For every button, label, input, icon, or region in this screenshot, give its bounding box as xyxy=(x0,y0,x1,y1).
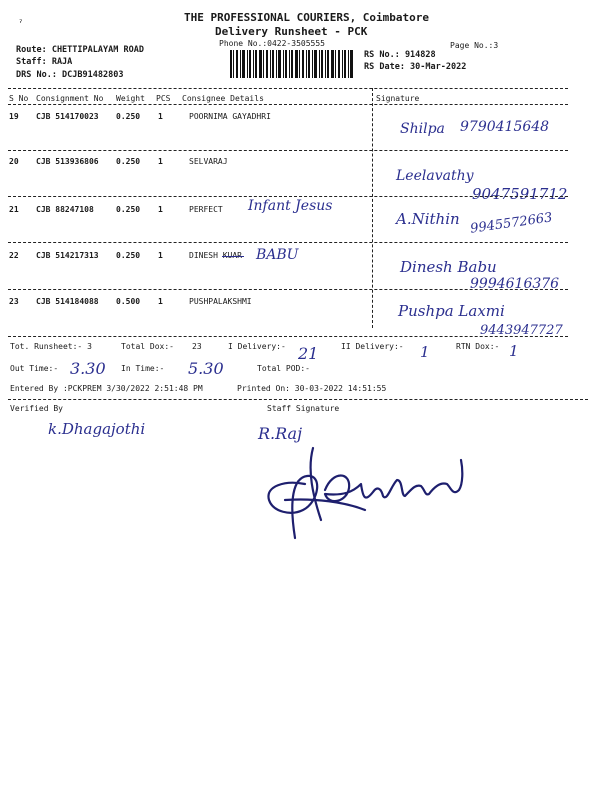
handwritten-phone: 9945572663 xyxy=(469,210,554,237)
column-header-pcs: PCS xyxy=(156,94,171,103)
handwritten-note: Infant Jesus xyxy=(248,198,333,214)
column-header-signature: Signature xyxy=(376,94,420,103)
cell-sno: 23 xyxy=(9,297,19,306)
total-dox-label: Total Dox:- xyxy=(121,342,174,351)
staff-signature-label: Staff Signature xyxy=(267,404,340,413)
verified-by-label: Verified By xyxy=(10,404,63,413)
handwritten-phone: 9790415648 xyxy=(460,119,550,135)
staff: Staff: RAJA xyxy=(16,57,73,67)
entered-by: Entered By :PCKPREM 3/30/2022 2:51:48 PM xyxy=(10,384,203,393)
rtn-dox-value: 1 xyxy=(509,342,519,360)
cell-pcs: 1 xyxy=(158,297,163,306)
cell-weight: 0.250 xyxy=(116,251,141,260)
rs-number: RS No.: 914828 xyxy=(364,50,436,60)
large-signature-scribble xyxy=(255,440,475,550)
verified-by-signature: k.Dhagajothi xyxy=(48,420,146,438)
ii-delivery-value: 1 xyxy=(420,343,430,361)
strike-through xyxy=(222,256,244,257)
handwritten-phone: 9994616376 xyxy=(470,276,560,292)
row-separator xyxy=(8,150,568,151)
column-header-sno: S No xyxy=(9,94,29,103)
cell-pcs: 1 xyxy=(158,157,163,166)
cell-sno: 20 xyxy=(9,157,19,166)
cell-consignee: PERFECT xyxy=(189,205,223,214)
cell-pcs: 1 xyxy=(158,205,163,214)
table-top-rule xyxy=(8,88,568,89)
handwritten-phone: 9047591712 xyxy=(472,185,568,203)
handwritten-signature: Shilpa xyxy=(400,121,445,137)
handwritten-signature: Pushpa Laxmi xyxy=(398,302,505,320)
i-delivery-value: 21 xyxy=(298,344,319,363)
in-time-label: In Time:- xyxy=(121,364,165,373)
cell-consignee: POORNIMA GAYADHRI xyxy=(189,112,271,121)
cell-sno: 21 xyxy=(9,205,19,214)
staff-signature: R.Raj xyxy=(258,424,303,443)
handwritten-signature: A.Nithin xyxy=(396,210,460,228)
page-number: Page No.:3 xyxy=(450,41,499,50)
handwritten-phone: 9443947727 xyxy=(480,323,563,338)
cell-weight: 0.250 xyxy=(116,157,141,166)
handwritten-note: BABU xyxy=(256,247,299,263)
cell-consignment: CJB 514184088 xyxy=(36,297,99,306)
cell-pcs: 1 xyxy=(158,112,163,121)
summary-bottom-rule xyxy=(8,399,588,400)
out-time-value: 3.30 xyxy=(70,359,106,378)
handwritten-signature: Dinesh Babu xyxy=(400,258,497,276)
cell-consignment: CJB 514217313 xyxy=(36,251,99,260)
cell-weight: 0.500 xyxy=(116,297,141,306)
out-time-label: Out Time:- xyxy=(10,364,59,373)
cell-weight: 0.250 xyxy=(116,112,141,121)
cell-pcs: 1 xyxy=(158,251,163,260)
handwritten-signature: Leelavathy xyxy=(396,168,474,184)
row-separator xyxy=(8,196,568,197)
cell-consignment: CJB 513936806 xyxy=(36,157,99,166)
cell-consignment: CJB 514170023 xyxy=(36,112,99,121)
signature-column-divider xyxy=(372,88,373,328)
barcode xyxy=(230,50,355,78)
cell-consignee: DINESH KUAR xyxy=(189,251,242,260)
drs-number: DRS No.: DCJB91482803 xyxy=(16,70,124,80)
column-header-weight: Weight xyxy=(116,94,145,103)
cell-consignment: CJB 88247108 xyxy=(36,205,94,214)
row-separator xyxy=(8,242,568,243)
table-bottom-rule xyxy=(8,336,568,337)
column-header-consignee: Consignee Details xyxy=(182,94,264,103)
row-separator xyxy=(8,289,568,290)
total-dox-value: 23 xyxy=(192,342,202,351)
rs-date: RS Date: 30-Mar-2022 xyxy=(364,62,467,72)
i-delivery-label: I Delivery:- xyxy=(228,342,286,351)
company-name: THE PROFESSIONAL COURIERS, Coimbatore xyxy=(184,11,430,24)
phone-number: Phone No.:0422-3505555 xyxy=(219,39,325,48)
cell-weight: 0.250 xyxy=(116,205,141,214)
document-title: Delivery Runsheet - PCK xyxy=(215,25,368,38)
in-time-value: 5.30 xyxy=(188,359,224,378)
column-header-consignment: Consignment No xyxy=(36,94,104,103)
cell-consignee: SELVARAJ xyxy=(189,157,228,166)
route: Route: CHETTIPALAYAM ROAD xyxy=(16,45,144,55)
cell-sno: 22 xyxy=(9,251,19,260)
table-header-rule xyxy=(8,104,568,105)
total-pod-label: Total POD:- xyxy=(257,364,310,373)
ii-delivery-label: II Delivery:- xyxy=(341,342,404,351)
cell-sno: 19 xyxy=(9,112,19,121)
rtn-dox-label: RTN Dox:- xyxy=(456,342,500,351)
cell-consignee: PUSHPALAKSHMI xyxy=(189,297,252,306)
corner-mark: ˀ xyxy=(18,20,24,30)
tot-runsheet: Tot. Runsheet:- 3 xyxy=(10,342,92,351)
printed-on: Printed On: 30-03-2022 14:51:55 xyxy=(237,384,387,393)
